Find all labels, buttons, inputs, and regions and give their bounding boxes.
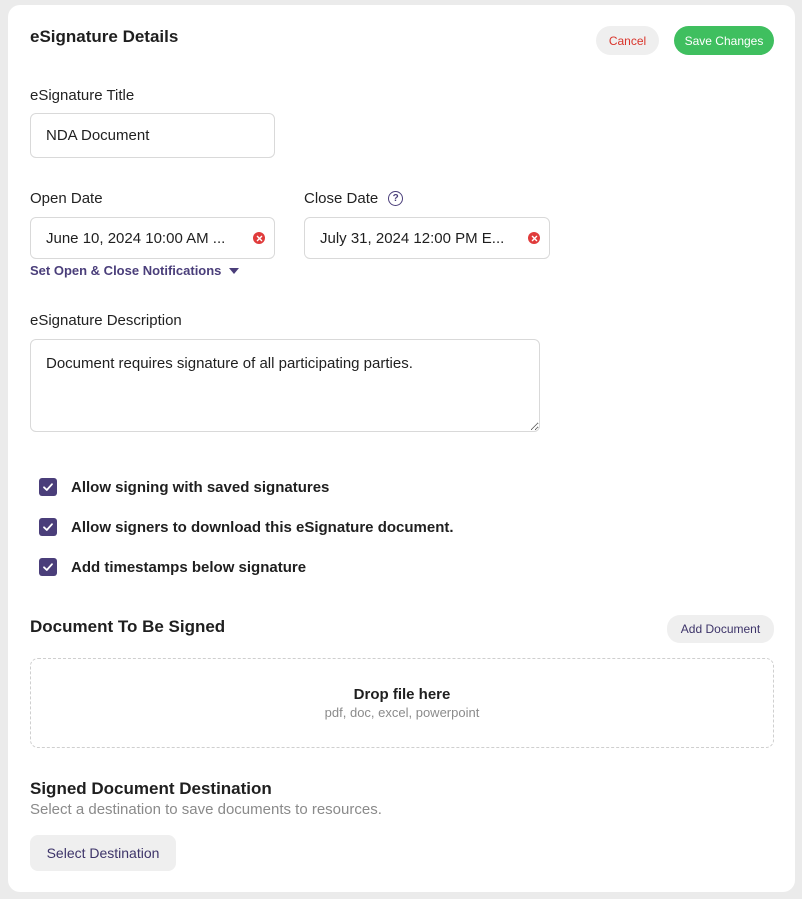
checkbox[interactable] bbox=[39, 478, 57, 496]
open-date-value: June 10, 2024 10:00 AM ... bbox=[46, 229, 226, 247]
open-date-label: Open Date bbox=[30, 190, 103, 207]
esignature-title-input[interactable] bbox=[30, 113, 275, 158]
caret-down-icon bbox=[229, 268, 239, 274]
option-timestamps[interactable] bbox=[39, 558, 306, 576]
close-date-label-row bbox=[304, 190, 403, 207]
clear-close-date-icon[interactable] bbox=[528, 232, 540, 244]
help-icon[interactable]: ? bbox=[388, 191, 403, 206]
save-changes-button[interactable]: Save Changes bbox=[674, 26, 774, 55]
esignature-title-label: eSignature Title bbox=[30, 87, 135, 104]
select-destination-button[interactable]: Select Destination bbox=[30, 835, 176, 871]
destination-section-title: Signed Document Destination bbox=[30, 779, 272, 798]
set-notifications-label: Set Open & Close Notifications bbox=[30, 263, 222, 278]
option-allow-download[interactable] bbox=[39, 518, 454, 536]
check-icon bbox=[42, 481, 54, 493]
close-date-value: July 31, 2024 12:00 PM E... bbox=[320, 229, 505, 247]
page-title: eSignature Details bbox=[30, 27, 179, 46]
dropzone-title: Drop file here bbox=[353, 686, 451, 703]
option-saved-signatures[interactable] bbox=[39, 478, 329, 496]
esignature-details-card bbox=[8, 5, 795, 892]
close-date-input[interactable] bbox=[304, 217, 550, 259]
description-label: eSignature Description bbox=[30, 312, 182, 329]
option-label: Allow signing with saved signatures bbox=[71, 478, 330, 496]
add-document-button[interactable]: Add Document bbox=[667, 615, 774, 643]
check-icon bbox=[42, 521, 54, 533]
dropzone-formats: pdf, doc, excel, powerpoint bbox=[324, 705, 480, 720]
open-date-input[interactable] bbox=[30, 217, 275, 259]
option-label: Add timestamps below signature bbox=[71, 558, 307, 576]
option-label: Allow signers to download this eSignature document. bbox=[71, 518, 454, 536]
close-date-label: Close Date bbox=[304, 190, 379, 207]
checkbox[interactable] bbox=[39, 518, 57, 536]
document-section-title: Document To Be Signed bbox=[30, 617, 226, 636]
clear-open-date-icon[interactable] bbox=[253, 232, 265, 244]
description-textarea[interactable] bbox=[30, 339, 540, 432]
cancel-button[interactable]: Cancel bbox=[596, 26, 659, 55]
checkbox[interactable] bbox=[39, 558, 57, 576]
file-dropzone[interactable] bbox=[30, 658, 774, 748]
check-icon bbox=[42, 561, 54, 573]
esignature-title-value: NDA Document bbox=[46, 127, 150, 144]
destination-subtitle: Select a destination to save documents to resources. bbox=[30, 801, 382, 818]
set-notifications-link[interactable] bbox=[30, 263, 239, 278]
